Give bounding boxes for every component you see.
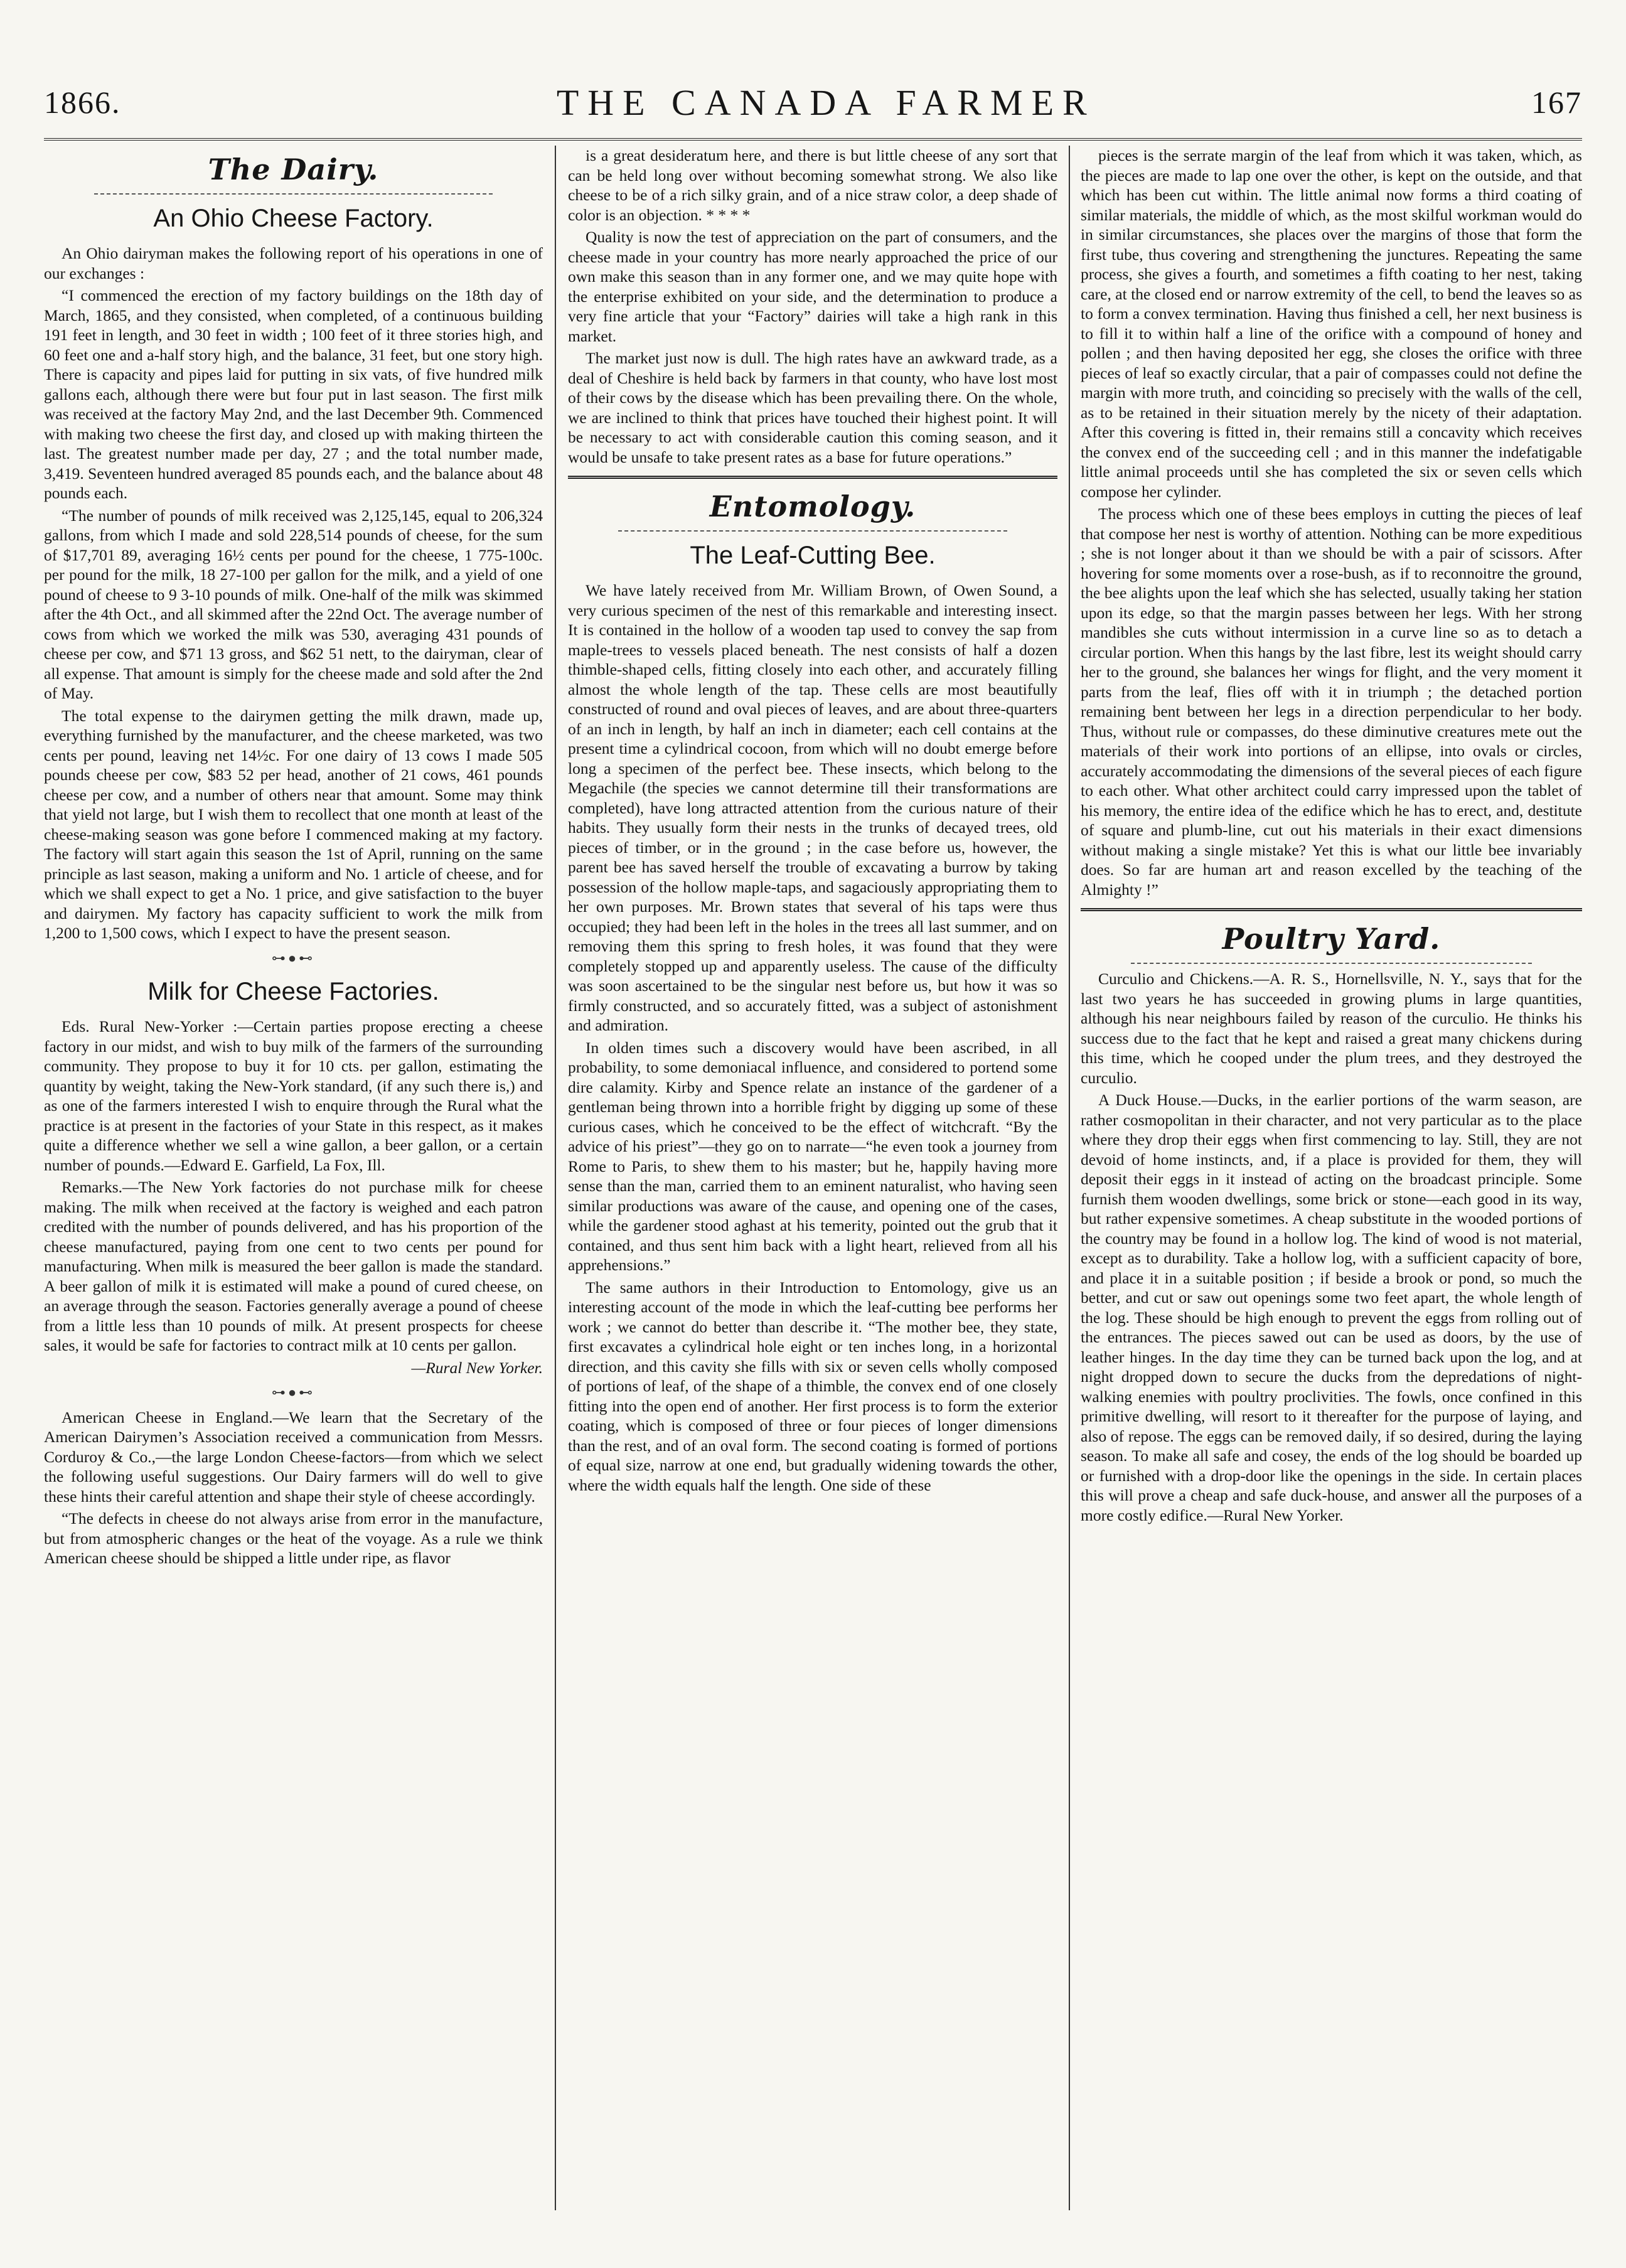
paragraph: We have lately received from Mr. William Brown, of Owen Sound, a very curious specimen of the nest of this remarkable and interesting insect. It is contained in the hollow of a wooden tap used to convey the sap from maple-trees to vessels placed beneath. The nest consists of half a dozen thimble-shaped cells, fitting closely into each other, and accurately filling almost the whole length of the tap. These cells are most beautifully constructed of round and oval pieces of leaves, and are about three-quarters of an inch in length, by half an inch in diameter; each cell contains at the present time a cylindrical cocoon, from which will no doubt emerge before long a specimen of the perfect bee. These insects, which belong to the Megachile (the species we cannot determine till their transformations are completed), have long attracted attention from the curious nature of their habits. They usually form their nests in the trunks of decayed trees, old pieces of timber, or in the ground ; in the case before us, however, the parent bee has saved herself the trouble of excavating a burrow by taking possession of the hollow maple-taps, and sagaciously appropriating them to her own purposes. Mr. Brown states that several of his taps were thus occupied; they had been left in the holes in the trees all last summer, and on removing them this spring to fresh holes, it was found that they were completely stopped up and apparently useless. The cause of the difficulty was soon ascertained to be the singular nest before us, but how it was so firmly constructed, and so accurately fitted, was a subject of astonishment and admiration. [568,581,1057,1034]
paragraph: pieces is the serrate margin of the leaf from which it was taken, which, as the pieces are made to lap one over the other, is kept on the outside, and that which has been cut within. The little animal now forms a third coating of similar materials, the middle of which, as the most skilful workman would do in similar circumstances, she places over the margins of those that form the first tube, thus covering and strengthening the junctures. Repeating the same process, she gives a fourth, and sometimes a fifth coating to her nest, taking care, at the closed end or narrow extremity of the cell, to bend the leaves so as to form a convex termination. Having thus finished a cell, her next business is to fill it to within half a line of the orifice with a compound of honey and pollen ; and then having deposited her egg, she closes the orifice with three pieces of leaf so exactly circular, that a pair of compasses could not define the margin with more truth, and coinciding so precisely with the walls of the cell, as to be retained in their situation merely by the nicety of their adaptation. After this covering is fitted in, their remains still a concavity which receives the convex end of the succeeding cell ; and in this manner the indefatigable little animal proceeds until she has completed the six or seven cells which compose her cylinder. [1081,146,1582,501]
column-1 [44,146,543,2210]
paragraph: is a great desideratum here, and there is but little cheese of any sort that can be held long over without becoming somewhat strong. We also like cheese to be of a rich silky grain, and of a nice straw color, a deep shade of color is an objection. * * * * [568,146,1057,224]
paragraph: “The number of pounds of milk received was 2,125,145, equal to 206,324 gallons, from which I made and sold 228,514 pounds of cheese, for the sum of $17,701 89, averaging 16½ cents per pound for the cheese, 1 775-100c. per pound for the milk, 18 27-100 per gallon for the milk, and a yield of one pound of cheese to 9 3-10 pounds of milk. One-half of the milk was skimmed after the 4th Oct., and all skimmed after the 22nd Oct. The average number of cows from which we worked the milk was 530, averaging 431 pounds of cheese per cow, and $71 13 gross, and $62 51 nett, to the dairyman, clear of all expense. That amount is simply for the cheese made and sold after the 2nd of May. [44,506,543,702]
section-heading-entomology: Entomology. [709,489,916,523]
column-divider [1069,146,1070,2210]
section-heading-poultry: Poultry Yard. [1222,922,1441,956]
divider [1131,963,1532,964]
divider [618,530,1007,532]
paragraph: In olden times such a discovery would have been ascribed, in all probability, to some demoniacal influence, and considered to portend some dire calamity. Kirby and Spence relate an instance of the gardener of a gentleman being thrown into a horrible fright by digging up some of these curious cases, which he conceived to be the effect of witchcraft. “By the advice of his priest”—they go on to narrate—“he even took a journey from Rome to Paris, to shew them to his master; but he, happily having more sense than the man, carried them to an eminent naturalist, who having seen similar productions was aware of the cause, and opening one of the cases, while the gardener stood aghast at his temerity, pointed out the grub that it contained, and thus sent him back with a light heart, relieved from all his apprehensions.” [568,1038,1057,1274]
header-rule [44,138,1582,141]
column-divider [555,146,556,2210]
page-header [44,74,1582,131]
paragraph: Curculio and Chickens.—A. R. S., Hornellsville, N. Y., says that for the last two years he has succeeded in growing plums in large quantities, although his near neighbours failed by reason of the curculio. He thinks his success due to the fact that he kept and raised a great many chickens during this time, which he cooped under the plum trees, and they destroyed the curculio. [1081,970,1582,1087]
article-title: Milk for Cheese Factories. [147,978,439,1005]
paragraph: Remarks.—The New York factories do not purchase milk for cheese making. The milk when received at the factory is weighed and each patron credited with the number of pounds delivered, and has his proportion of the cheese manufactured, paying from one cent to two cents per pound for manufacturing. When milk is measured the beer gallon is made the standard. A beer gallon of milk it is estimated will make a pound of cured cheese, on an average through the season. Factories generally average a pound of cheese from a little less than 10 pounds of milk. At present prospects for cheese sales, it would be safe for factories to contract milk at 10 cents per gallon. [44,1178,543,1354]
column-3 [1081,146,1582,2210]
attribution: —Rural New Yorker. [411,1358,543,1377]
section-heading-dairy: The Dairy. [208,152,379,186]
paragraph: “The defects in cheese do not always arise from error in the manufacture, but from atmospheric changes or the heat of the voyage. As a rule we think American cheese should be shipped a little under ripe, as flavor [44,1509,543,1567]
paragraph: An Ohio dairyman makes the following report of his operations in one of our exchanges : [44,244,543,282]
paragraph: The total expense to the dairymen getting the milk drawn, made up, everything furnished by the manufacturer, and the cheese marketed, was two cents per pound, leaving net 14½c. For one dairy of 13 cows I made 505 pounds cheese per cow, $83 52 per head, another of 21 cows, 461 pounds cheese per cow, and a number of others near that amount. Some may think that yield not large, but I wish them to recollect that one month at least of the cheese-making season was gone before I commenced making at my factory. The factory will start again this season the 1st of April, running on the same principle as last season, making a uniform and No. 1 article of cheese, and for which we shall expect to get a No. 1 price, and give satisfaction to the buyer and dairymen. My factory has capacity sufficient to work the milk from 1,200 to 1,500 cows, which I expect to have the present season. [44,706,543,942]
paragraph: The market just now is dull. The high rates have an awkward trade, as a deal of Cheshire is held back by farmers in that county, who have lost most of their cows by the disease which has been prevailing there. On the whole, we are inclined to think that prices have touched their highest point. It will be necessary to act with considerable caution this coming season, and it would be unsafe to take present rates as a base for future operations.” [568,349,1057,466]
ornament-divider: ⊶●⊷ [271,1384,316,1400]
divider [94,193,493,195]
paragraph: The process which one of these bees employs in cutting the pieces of leaf that compose her nest is worthy of attention. Nothing can be more expeditious ; she is not longer about it than we should be with a pair of scissors. After hovering for some moments over a rose-bush, as if to reconnoitre the ground, the bee alights upon the leaf which she has selected, usually taking her station upon its edge, so that the margin passes between her legs. With her strong mandibles she cuts without intermission in a curve line so as to detach a circular portion. When this hangs by the last fibre, lest its weight should carry her to the ground, she balances her wings for flight, and the very moment it parts from the leaf, flies off with it in triumph ; the detached portion remaining bent between her legs in a direction perpendicular to her body. Thus, without rule or compasses, do these diminutive creatures mete out the materials of their work into portions of an ellipse, into ovals or circles, accurately accommodating the dimensions of the several pieces of each figure to each other. What other architect could carry impressed upon the tablet of his memory, the entire idea of the edifice which he has to erect, and, destitute of square and plumb-line, cut out his materials in their exact dimensions without making a single mistake? Yet this is what our little bee invariably does. So far are human art and reason excelled by the teaching of the Almighty !” [1081,505,1582,899]
paragraph: Quality is now the test of appreciation on the part of consumers, and the cheese made in your country has more nearly approached the price of our own make this season than in any former one, and we may quite hope with the enterprise exhibited on your side, and the determination to produce a very fine article that your “Factory” dairies will take a high rank in this market. [568,228,1057,345]
article-title: The Leaf-Cutting Bee. [690,542,936,569]
section-rule [1081,908,1582,911]
paragraph: Eds. Rural New-Yorker :—Certain parties propose erecting a cheese factory in our midst, and wish to buy milk of the farmers of the surrounding community. They propose to buy it for 10 cts. per gallon, estimating the quantity by weight, taking the New-York standard, (if any such there is,) and as one of the farmers interested I wish to enquire through the Rural what the practice is at present in the factories of your State in this respect, as it makes quite a difference whether we sell a wine gallon, a beer gallon, or a certain number of pounds.—Edward E. Garfield, La Fox, Ill. [44,1017,543,1174]
paragraph: A Duck House.—Ducks, in the earlier portions of the warm season, are rather cosmopolitan in their character, and not very particular as to the place where they drop their eggs when first commencing to lay. Still, they are not devoid of home instincts, and, if a place is provided for them, they will deposit their eggs in it instead of acting on the broadcast principle. Some furnish them wooden dwellings, some brick or stone—each good in its way, but rather expensive sometimes. A cheap substitute in the wooded portions of the country may be found in a hollow log. The kind of wood is not material, except as to durability. Take a hollow log, with a sufficient capacity of bore, and place it in a suitable position ; if beside a brook or pond, so much the better, and cut or saw out openings some two feet apart, the whole length of the log. These should be high enough to prevent the eggs from rolling out of the entrances. The pieces sawed out can be used as doors, by the use of leather hinges. In the day time they can be turned back upon the log, and at night dropped down to secure the ducks from the depredations of night-walking enemies with poultry proclivities. The fowls, once confined in this primitive dwelling, will resort to it thereafter for the purpose of laying, and also of repose. The eggs can be removed daily, if so desired, during the laying season. To make all safe and cosey, the ends of the log should be boarded up or furnished with a drop-door like the openings in the side. In certain places this will prove a cheap and safe duck-house, and answer all the purposes of a more costly edifice.—Rural New Yorker. [1081,1091,1582,1524]
paragraph: The same authors in their Introduction to Entomology, give us an interesting account of the mode in which the leaf-cutting bee performs her work ; we cannot do better than describe it. “The mother bee, they state, first excavates a cylindrical hole eight or ten inches long, in a horizontal direction, and this cavity she fills with six or seven cells wholly composed of portions of leaf, of the shape of a thimble, the convex end of one closely fitting into the open end of another. Her first process is to form the exterior coating, which is composed of three or four pieces of longer dimensions than the rest, and of an oval form. The second coating is formed of portions of equal size, narrow at one end, but gradually widening towards the other, where the width equals half the length. One side of these [568,1278,1057,1494]
header-page-number: 167 [1531,85,1582,120]
ornament-divider: ⊶●⊷ [271,949,316,966]
paragraph: American Cheese in England.—We learn that the Secretary of the American Dairymen’s Association received a communication from Messrs. Corduroy & Co.,—the large London Cheese-factors—from which we select the following useful suggestions. Our Dairy farmers will do well to give these hints their careful attention and shape their style of cheese accordingly. [44,1408,543,1506]
article-title: An Ohio Cheese Factory. [153,205,434,232]
section-rule [568,476,1057,479]
header-year: 1866. [44,85,121,120]
paragraph: “I commenced the erection of my factory buildings on the 18th day of March, 1865, and they consisted, when completed, of a continuous building 191 feet in length, and 30 feet in width ; 100 feet of it three stories high, and 60 feet one and a-half story high, and the balance, 31 feet, but one story high. There is capacity and pipes laid for putting in six vats, of five hundred milk gallons each, although there were but four put in last season. The first milk was received at the factory May 2nd, and the last December 9th. Commenced with making two cheese the first day, and closed up with making thirteen the last. The greatest number made per day, 27 ; and the total number made, 3,419. Seventeen hundred averaged 85 pounds each, and the balance about 48 pounds each. [44,286,543,502]
column-2 [568,146,1057,2210]
header-title: THE CANADA FARMER [556,82,1096,123]
